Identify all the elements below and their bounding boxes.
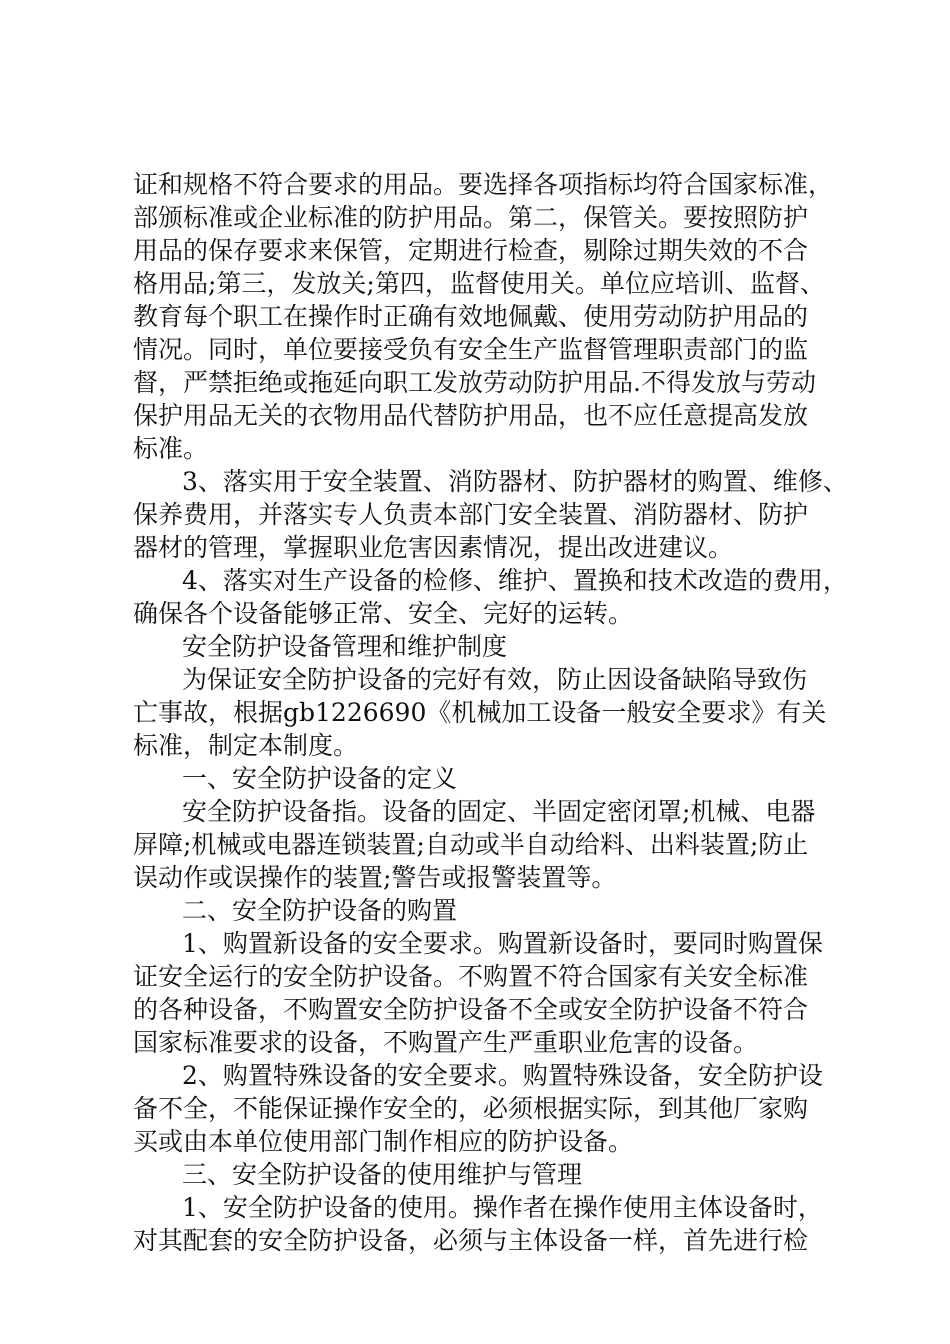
text-line: 督，严禁拒绝或拖延向职工发放劳动防护用品.不得发放与劳动 <box>133 368 816 397</box>
section-heading: 三、安全防护设备的使用维护与管理 <box>182 1160 583 1189</box>
text-line: 教育每个职工在操作时正确有效地佩戴、使用劳动防护用品的 <box>133 302 809 331</box>
text-line: 保护用品无关的衣物用品代替防护用品，也不应任意提高发放 <box>133 401 809 430</box>
paragraph-start-line: 2、购置特殊设备的安全要求。购置特殊设备，安全防护设 <box>182 1061 823 1090</box>
text-line: 部颁标准或企业标准的防护用品。第二，保管关。要按照防护 <box>133 203 809 232</box>
text-line: 标准，制定本制度。 <box>133 731 359 760</box>
section-title: 安全防护设备管理和维护制度 <box>182 632 508 661</box>
text-line: 确保各个设备能够正常、安全、完好的运转。 <box>133 599 634 628</box>
paragraph-start-line: 1、购置新设备的安全要求。购置新设备时，要同时购置保 <box>182 929 823 958</box>
paragraph-start-line: 安全防护设备指。设备的固定、半固定密闭罩;机械、电器 <box>182 797 816 826</box>
text-line: 用品的保存要求来保管，定期进行检查，剔除过期失效的不合 <box>133 236 809 265</box>
paragraph-start-line: 3、落实用于安全装置、消防器材、防护器材的购置、维修、 <box>182 467 848 496</box>
text-line: 保养费用，并落实专人负责本部门安全装置、消防器材、防护 <box>133 500 809 529</box>
paragraph-start-line: 4、落实对生产设备的检修、维护、置换和技术改造的费用， <box>182 566 848 595</box>
text-line: 对其配套的安全防护设备，必须与主体设备一样，首先进行检 <box>133 1226 809 1255</box>
text-line: 格用品;第三，发放关;第四，监督使用关。单位应培训、监督、 <box>133 269 825 298</box>
text-line: 标准。 <box>133 434 209 463</box>
text-line: 国家标准要求的设备，不购置产生严重职业危害的设备。 <box>133 1028 759 1057</box>
text-line: 器材的管理，掌握职业危害因素情况，提出改进建议。 <box>133 533 734 562</box>
text-line: 的各种设备，不购置安全防护设备不全或安全防护设备不符合 <box>133 995 809 1024</box>
paragraph-start-line: 1、安全防护设备的使用。操作者在操作使用主体设备时， <box>182 1193 823 1222</box>
text-line: 证和规格不符合要求的用品。要选择各项指标均符合国家标准， <box>133 170 834 199</box>
paragraph-start-line: 为保证安全防护设备的完好有效，防止因设备缺陷导致伤 <box>182 665 808 694</box>
text-line: 备不全，不能保证操作安全的，必须根据实际，到其他厂家购 <box>133 1094 809 1123</box>
text-line: 买或由本单位使用部门制作相应的防护设备。 <box>133 1127 634 1156</box>
text-line: 亡事故，根据gb1226690《机械加工设备一般安全要求》有关 <box>133 698 827 727</box>
section-heading: 一、安全防护设备的定义 <box>182 764 458 793</box>
text-line: 屏障;机械或电器连锁装置;自动或半自动给料、出料装置;防止 <box>133 830 809 859</box>
text-line: 证安全运行的安全防护设备。不购置不符合国家有关安全标准 <box>133 962 809 991</box>
section-heading: 二、安全防护设备的购置 <box>182 896 458 925</box>
text-line: 情况。同时，单位要接受负有安全生产监督管理职责部门的监 <box>133 335 809 364</box>
text-line: 误动作或误操作的装置;警告或报警装置等。 <box>133 863 617 892</box>
